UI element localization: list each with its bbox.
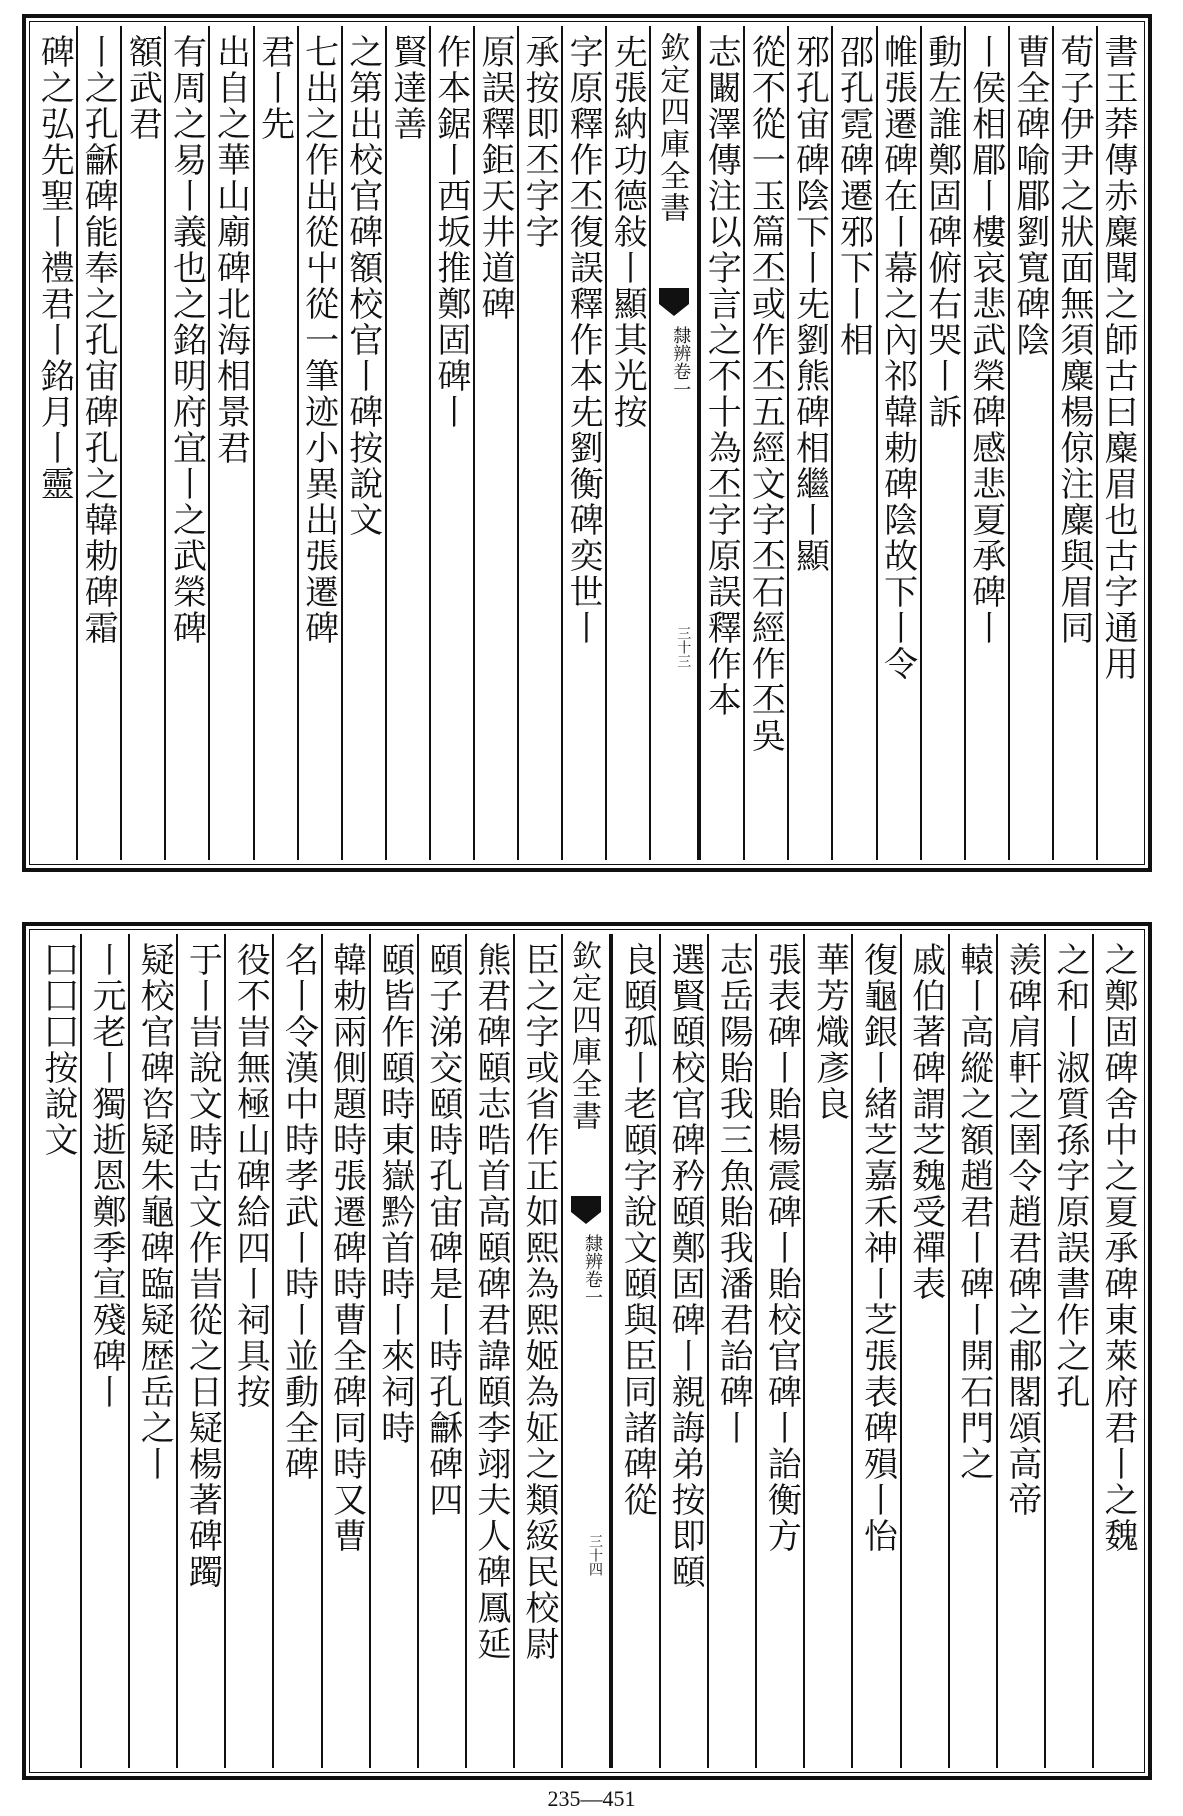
- text-column: 于丨旹說文時古文作旹從之日疑楊著碑躅: [176, 934, 224, 1768]
- text-column: 之第出校官碑額校官丨碑按說文: [341, 26, 385, 860]
- text-column: 荀子伊尹之狀面無須麋楊倞注麋與眉同: [1052, 26, 1096, 860]
- text-column: 從不從一玉篇丕或作丕五經文字丕石經作丕吳: [743, 26, 787, 860]
- text-column: 邪孔宙碑陰下丨兂劉熊碑相繼丨顯: [787, 26, 831, 860]
- page-number: 三十三: [675, 626, 692, 668]
- text-column: 承按即丕字字: [517, 26, 561, 860]
- text-column: 出自之華山廟碑北海相景君: [208, 26, 252, 860]
- text-column: 臣之字或省作正如熙為熙姬為姃之類綏民校尉: [513, 934, 561, 1768]
- text-column: 七出之作出從屮從一筆迹小異出張遷碑: [297, 26, 341, 860]
- fish-tail-mark-icon: [659, 288, 689, 304]
- text-column: 書王莽傳赤麋聞之師古曰麋眉也古字通用: [1096, 26, 1140, 860]
- text-column: 額武君: [120, 26, 164, 860]
- center-fold: [649, 26, 699, 860]
- text-column: 頤皆作頤時東嶽黔首時丨來祠時: [369, 934, 417, 1768]
- text-column: 帷張遷碑在丨幕之內祁韓勅碑陰故下丨令: [876, 26, 920, 860]
- text-column: 羨碑肩軒之圉令趙君碑之郙閣頌高帝: [996, 934, 1044, 1768]
- bottom-columns: [34, 934, 1140, 1768]
- text-column: 碑之弘先聖丨禮君丨銘月丨靈: [34, 34, 75, 502]
- top-page: [22, 14, 1152, 872]
- text-column: 張表碑丨貽楊震碑丨貽校官碑丨詒衡方: [755, 934, 803, 1768]
- text-column: 有周之易丨義也之銘明府宜丨之武榮碑: [164, 26, 208, 860]
- volume-label: 隸辨卷一: [670, 326, 692, 398]
- text-column: 囗囗囗按說文: [38, 942, 79, 1158]
- text-column: 君丨先: [253, 26, 297, 860]
- book-title: 欽定四庫全書: [565, 940, 601, 1132]
- text-column: 邵孔霓碑遷邪下丨相: [831, 26, 875, 860]
- text-column: 動左誰鄭固碑俯右哭丨訴: [920, 26, 964, 860]
- text-column: 志闞澤傳注以字言之不十為丕字原誤釋作本: [699, 26, 743, 860]
- text-column: 熊君碑頤志晧首高頤碑君諱頤李翊夫人碑鳳延: [465, 934, 513, 1768]
- text-column: 字原釋作丕復誤釋作本兂劉衡碑奕世丨: [561, 26, 605, 860]
- text-column: 轅丨高縱之額趙君丨碑丨開石門之: [948, 934, 996, 1768]
- text-column: 疑校官碑咨疑朱龜碑臨疑歴岳之丨: [128, 934, 176, 1768]
- text-column: 之鄭固碑舍中之夏承碑東萊府君丨之魏: [1092, 934, 1140, 1768]
- text-column: 曹全碑喻郿劉寬碑陰: [1008, 26, 1052, 860]
- text-column: 丨元老丨獨逝恩鄭季宣殘碑丨: [80, 934, 128, 1768]
- page-number: 三十四: [586, 1534, 603, 1576]
- bottom-page: [22, 922, 1152, 1780]
- volume-label: 隸辨卷一: [581, 1234, 603, 1306]
- text-column: 頤子涕交頤時孔宙碑是丨時孔龢碑四: [417, 934, 465, 1768]
- text-column: 戚伯著碑謂芝魏受禪表: [900, 934, 948, 1768]
- text-column: 名丨令漢中時孝武丨時丨並動全碑: [272, 934, 320, 1768]
- text-column: 役不旹無極山碑給四丨祠具按: [224, 934, 272, 1768]
- text-column: 選賢頤校官碑矜頤鄭固碑丨親誨弟按即頤: [659, 934, 707, 1768]
- text-column: 兂張納功德敍丨顯其光按: [605, 26, 649, 860]
- book-title: 欽定四庫全書: [654, 32, 690, 224]
- text-column: 華芳熾彥良: [803, 934, 851, 1768]
- text-column: 復龜銀丨緒芝嘉禾神丨芝張表碑殞丨怡: [851, 934, 899, 1768]
- text-column: 志岳陽貽我三魚貽我潘君詒碑丨: [707, 934, 755, 1768]
- top-columns: [34, 26, 1140, 860]
- text-column: 丨之孔龢碑能奉之孔宙碑孔之韓勅碑霜: [76, 26, 120, 860]
- text-column: 丨侯相郿丨樓哀悲武榮碑感悲夏承碑丨: [964, 26, 1008, 860]
- text-column: 之和丨淑質孫字原誤書作之孔: [1044, 934, 1092, 1768]
- text-column: 賢達善: [385, 26, 429, 860]
- center-fold: [561, 934, 611, 1768]
- page-footer-number: 235—451: [547, 1786, 636, 1811]
- text-column: 良頤孤丨老頤字說文頤與臣同諸碑從: [611, 934, 659, 1768]
- text-column: 韓勅兩側題時張遷碑時曹全碑同時又曹: [321, 934, 369, 1768]
- fish-tail-mark-icon: [571, 1196, 601, 1212]
- text-column: 原誤釋鉅天井道碑: [473, 26, 517, 860]
- text-column: 作本鋸丨西坂推鄭固碑丨: [429, 26, 473, 860]
